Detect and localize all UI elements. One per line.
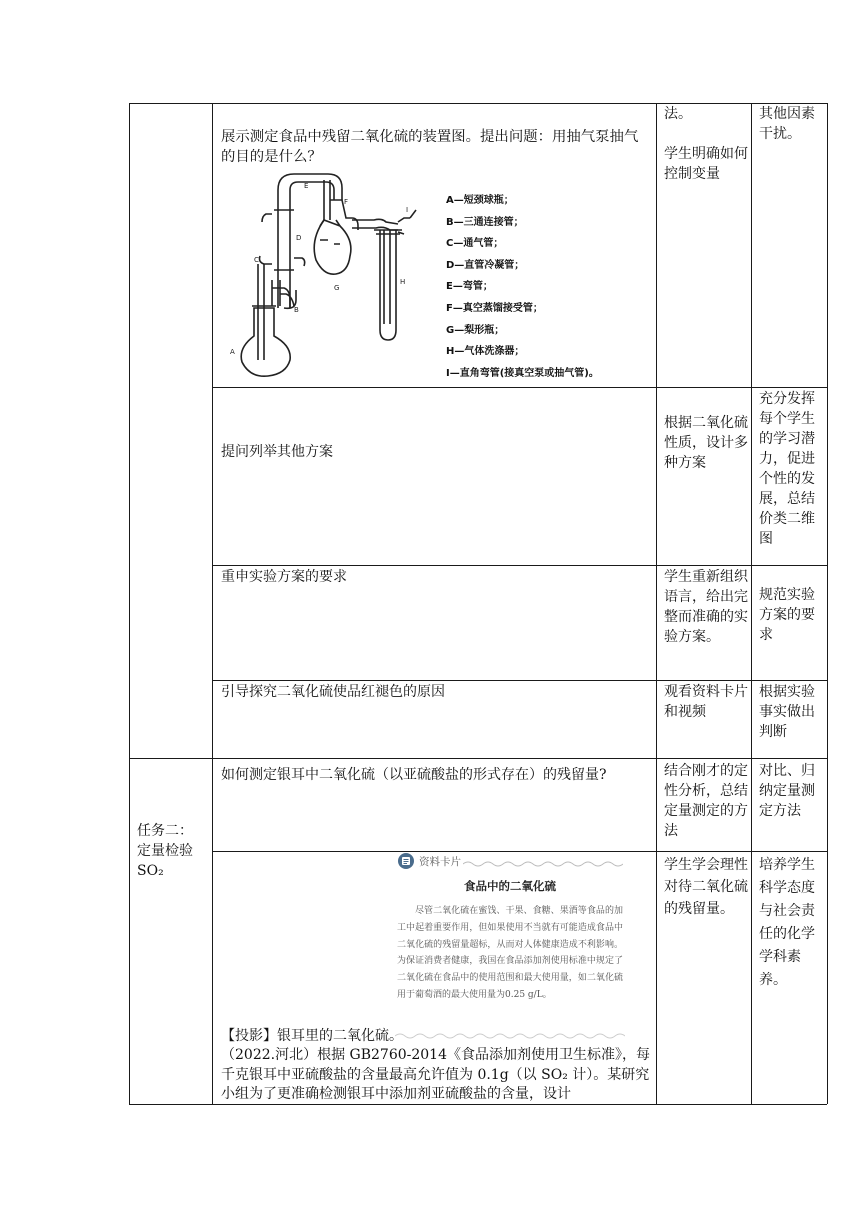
row-divider [212, 565, 827, 566]
activity-text: 引导探究二氧化硫使品红褪色的原因 [221, 684, 445, 700]
card-title: 食品中的二氧化硫 [464, 879, 556, 893]
intent-text: 培养学生科学态度与社会责任的化学学科素养。 [759, 857, 815, 988]
label-F: F [344, 198, 349, 206]
column-divider [129, 103, 130, 1104]
card-body: 尽管二氧化硫在蜜饯、干果、食糖、果酒等食品的加工中起着重要作用，但如果使用不当就有可能造成食品中二氧化硫的残留量超标，从而对人体健康造成不利影响。为保证消费者健康，我国在食品添加剂使用标准中规定了二氧化硫在食品中的使用范围和最大使用量，如二氧化硫用于葡萄酒的最大使用量为0.25 g/L。 [397, 906, 623, 1000]
column-divider [751, 103, 752, 1104]
label-B: B [294, 306, 299, 314]
label-I: I [406, 206, 409, 214]
info-card [395, 852, 625, 1032]
row-divider [129, 758, 827, 759]
student-text: 法。 学生明确如何控制变量 [664, 106, 748, 182]
task-label: 任务二： 定量检验 SO₂ [137, 823, 193, 879]
activity-text: 【投影】银耳里的二氧化硫。 （2022.河北）根据 GB2760-2014《食品添加剂使用卫生标准》，每千克银耳中亚硫酸盐的含量最高允许值为 0.1g（以 SO₂ 计）。某研究小组为了更准确检测银耳中添加剂亚硫酸盐的含量，设计 [221, 1028, 650, 1102]
legend-item: B—三通连接管； [446, 216, 524, 228]
student-text: 学生学会理性对待二氧化硫的残留量。 [664, 857, 748, 917]
column-divider [656, 103, 657, 1104]
student-text: 根据二氧化硫性质，设计多种方案 [664, 415, 748, 471]
label-A: A [230, 348, 235, 356]
legend-item: D—直管冷凝管； [446, 259, 525, 271]
label-E: E [304, 182, 309, 190]
activity-text: 提问列举其他方案 [221, 444, 333, 460]
label-D: D [296, 234, 302, 242]
activity-text: 重申实验方案的要求 [221, 569, 347, 585]
column-divider [212, 103, 213, 1104]
card-label: 资料卡片 [419, 856, 461, 868]
intent-text: 其他因素干扰。 [759, 106, 815, 142]
column-divider [827, 103, 828, 1104]
intent-text: 根据实验事实做出判断 [759, 684, 815, 740]
legend-item: H—气体洗涤器； [446, 346, 525, 358]
legend-item: F—真空蒸馏接受管； [446, 302, 543, 314]
legend-item: G—梨形瓶； [446, 324, 505, 336]
legend-item: I—直角弯管(接真空泵或抽气管)。 [446, 367, 599, 379]
label-C: C [254, 256, 259, 264]
card-wave-decoration [463, 860, 623, 868]
card-label-icon [397, 852, 415, 870]
student-text: 学生重新组织语言，给出完整而准确的实验方案。 [664, 569, 748, 645]
apparatus-legend [446, 190, 599, 384]
row-divider [212, 680, 827, 681]
label-G: G [334, 284, 340, 292]
legend-item: E—弯管； [446, 281, 493, 293]
row-divider [212, 387, 827, 388]
label-H: H [400, 278, 406, 286]
legend-item: C—通气管； [446, 238, 504, 250]
intent-text: 充分发挥每个学生的学习潜力，促进个性的发展，总结价类二维图 [759, 391, 815, 547]
intent-text: 对比、归纳定量测定方法 [759, 763, 815, 819]
activity-text: 如何测定银耳中二氧化硫（以亚硫酸盐的形式存在）的残留量? [221, 767, 607, 783]
student-text: 结合刚才的定性分析，总结定量测定的方法 [664, 763, 748, 839]
student-text: 观看资料卡片和视频 [664, 684, 748, 720]
activity-text: 展示测定食品中残留二氧化硫的装置图。提出问题：用抽气泵抽气的目的是什么？ [221, 129, 639, 165]
apparatus-figure [224, 160, 652, 386]
intent-text: 规范实验方案的要求 [759, 587, 815, 643]
legend-item: A—短颈球瓶； [446, 195, 514, 206]
